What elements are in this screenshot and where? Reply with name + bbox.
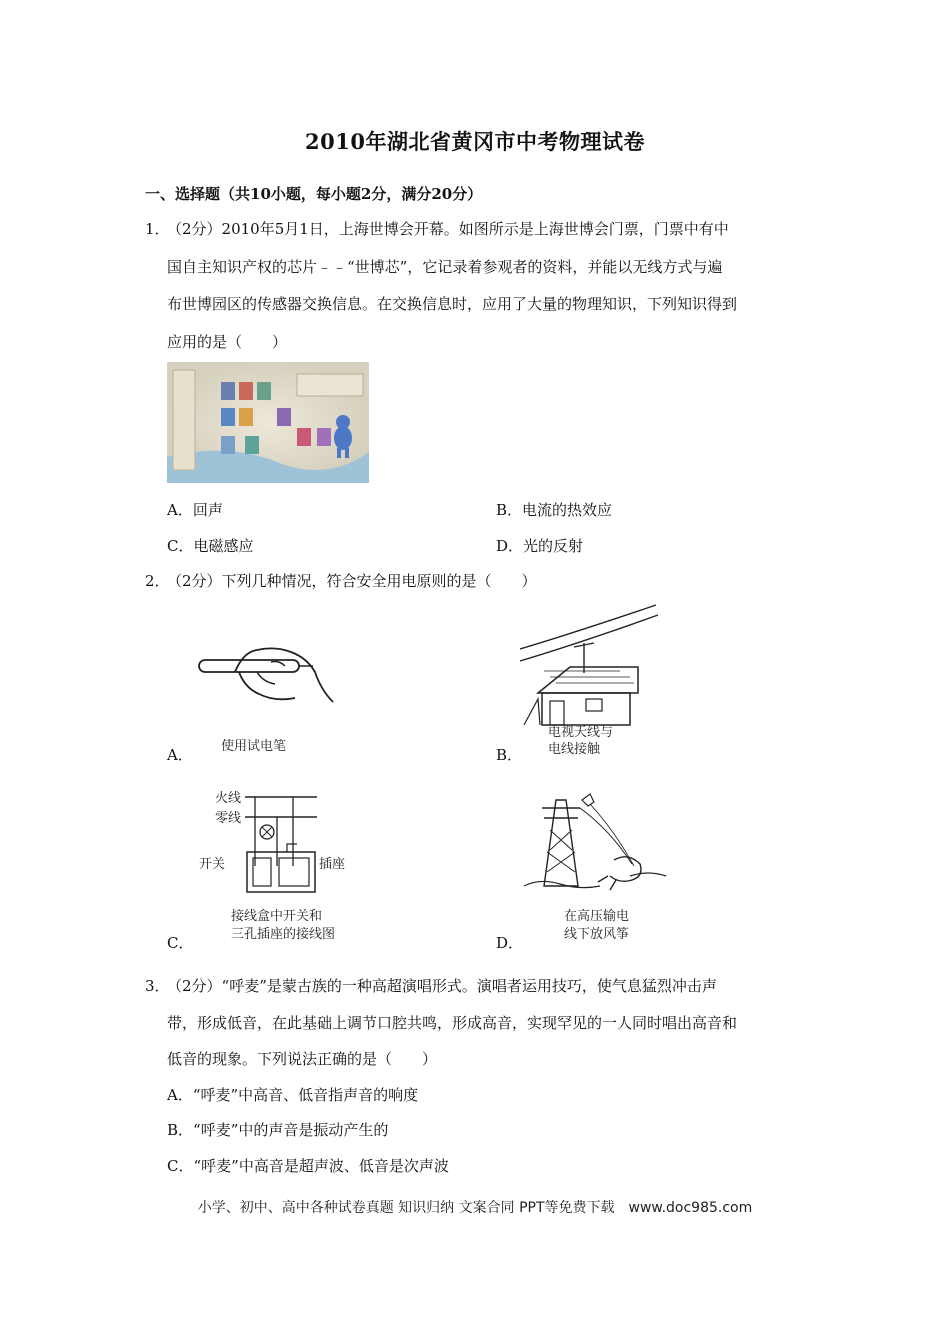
q2-number: 2． (145, 572, 170, 590)
q3-number: 3． (145, 977, 170, 995)
kite-powerline-image (520, 790, 670, 945)
q2-stem: （2分）下列几种情况，符合安全用电原则的是（ ） (167, 572, 537, 590)
expo-ticket-image (167, 362, 369, 483)
q1-line-2: 国自主知识产权的芯片﹣﹣“世博芯”，它记录着参观者的资料，并能以无线方式与遍 (167, 258, 723, 276)
q1-line-4: 应用的是（ ） (167, 333, 288, 351)
q1-line-3: 布世博园区的传感器交换信息。在交换信息时，应用了大量的物理知识，下列知识得到 (167, 295, 738, 313)
page-footer: 小学、初中、高中各种试卷真题 知识归纳 文案合同 PPT等免费下载 www.doc985.com (197, 1200, 753, 1216)
q1-option-d[interactable]: D．光的反射 (496, 537, 584, 555)
pic-b-caption-1: 电视天线与 (548, 725, 614, 740)
q2-option-a[interactable]: A． (167, 746, 193, 764)
pic-c-zero-label: 零线 (215, 811, 242, 826)
test-pen-image (195, 632, 345, 757)
antenna-wire-image (520, 603, 660, 760)
q1-option-b[interactable]: B．电流的热效应 (496, 501, 613, 519)
q2-option-b[interactable]: B． (496, 746, 523, 764)
q3-option-c[interactable]: C．“呼麦”中高音是超声波、低音是次声波 (167, 1157, 449, 1175)
q3-line-1: （2分）“呼麦”是蒙古族的一种高超演唱形式。演唱者运用技巧，使气息猛烈冲击声 (167, 977, 717, 995)
pic-c-caption-1: 接线盒中开关和 (231, 909, 323, 924)
q1-number: 1． (145, 220, 170, 238)
pic-c-fire-label: 火线 (215, 791, 242, 806)
q3-option-b[interactable]: B．“呼麦”中的声音是振动产生的 (167, 1121, 389, 1139)
wiring-diagram-image (195, 786, 360, 946)
page-title: 2010年湖北省黄冈市中考物理试卷 (305, 129, 645, 154)
q3-line-2: 带，形成低音，在此基础上调节口腔共鸣，形成高音，实现罕见的一人同时唱出高音和 (167, 1014, 738, 1032)
q2-option-d[interactable]: D． (496, 934, 524, 952)
q3-option-a[interactable]: A．“呼麦”中高音、低音指声音的响度 (167, 1086, 419, 1104)
pic-d-caption-2: 线下放风筝 (564, 927, 630, 942)
pic-c-switch-label: 开关 (199, 857, 226, 872)
pic-d-caption-1: 在高压输电 (564, 909, 630, 924)
q1-line-1: （2分）2010年5月1日，上海世博会开幕。如图所示是上海世博会门票，门票中有中 (167, 220, 729, 238)
q1-option-c[interactable]: C．电磁感应 (167, 537, 254, 555)
q1-option-a[interactable]: A．回声 (167, 501, 223, 519)
pic-c-caption-2: 三孔插座的接线图 (231, 927, 336, 942)
pic-c-socket-label: 插座 (319, 857, 346, 872)
q3-line-3: 低音的现象。下列说法正确的是（ ） (167, 1050, 438, 1068)
q2-option-c[interactable]: C． (167, 934, 194, 952)
pic-a-caption: 使用试电笔 (221, 739, 287, 754)
pic-b-caption-2: 电线接触 (548, 742, 601, 757)
section-heading: 一、选择题（共10小题，每小题2分，满分20分） (145, 185, 483, 203)
